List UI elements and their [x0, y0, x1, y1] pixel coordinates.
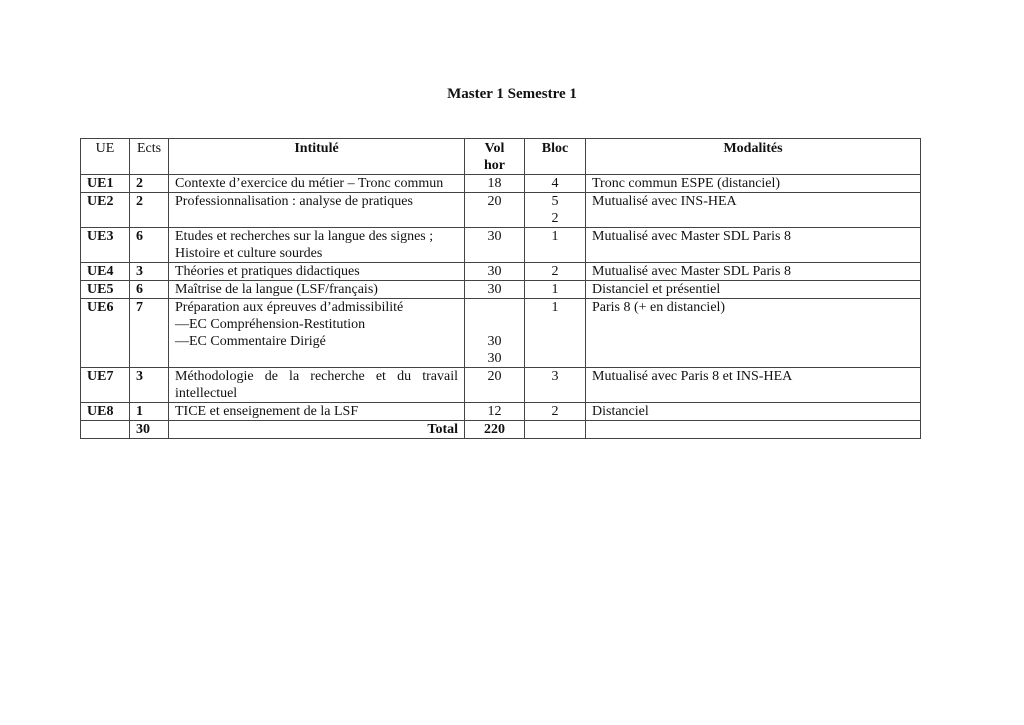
cell-ects: 6 — [130, 228, 169, 263]
table-row — [81, 299, 921, 368]
cell-ects: 6 — [130, 281, 169, 299]
cell-modalites: Paris 8 (+ en distanciel) — [586, 299, 921, 368]
cell-ue: UE8 — [81, 403, 130, 421]
cell-bloc: 2 — [525, 403, 586, 421]
header-vol-line2: hor — [484, 158, 505, 173]
cell-vol: 20 — [465, 368, 525, 403]
cell-intitule-line2: Histoire et culture sourdes — [175, 246, 323, 261]
cell-intitule: Méthodologie de la recherche et du travail intellectuel — [169, 368, 465, 403]
cell-modalites: Mutualisé avec Paris 8 et INS-HEA — [586, 368, 921, 403]
cell-vol: 30 — [465, 281, 525, 299]
table-row — [81, 403, 921, 421]
cell-ects: 2 — [130, 175, 169, 193]
cell-ue: UE4 — [81, 263, 130, 281]
table-row — [81, 228, 921, 263]
cell-bloc-line2: 2 — [551, 211, 559, 226]
cell-intitule-line1: Etudes et recherches sur la langue des signes ; — [175, 229, 434, 244]
cell-ue: UE1 — [81, 175, 130, 193]
cell-vol: 18 — [465, 175, 525, 193]
cell-bloc — [525, 193, 586, 228]
cell-ects: 3 — [130, 368, 169, 403]
cell-intitule-line3: —EC Commentaire Dirigé — [175, 334, 326, 349]
total-empty-cell — [81, 421, 130, 439]
cell-modalites: Distanciel — [586, 403, 921, 421]
total-vol: 220 — [465, 421, 525, 439]
cell-ects: 3 — [130, 263, 169, 281]
cell-bloc: 1 — [525, 228, 586, 263]
cell-ue: UE6 — [81, 299, 130, 368]
table-row — [81, 281, 921, 299]
cell-intitule: Contexte d’exercice du métier – Tronc commun — [169, 175, 465, 193]
cell-vol: 30 — [465, 228, 525, 263]
table-row — [81, 368, 921, 403]
cell-vol-line2: 30 — [487, 351, 502, 366]
cell-intitule-line2: —EC Compréhension-Restitution — [175, 317, 366, 332]
total-empty-cell — [525, 421, 586, 439]
cell-ue: UE5 — [81, 281, 130, 299]
cell-bloc: 3 — [525, 368, 586, 403]
cell-vol-spacer — [471, 299, 518, 316]
cell-intitule-line1: Préparation aux épreuves d’admissibilité — [175, 300, 404, 315]
header-intitule: Intitulé — [169, 139, 465, 175]
header-vol — [465, 139, 525, 175]
cell-ects: 1 — [130, 403, 169, 421]
cell-intitule: Maîtrise de la langue (LSF/français) — [169, 281, 465, 299]
cell-ue: UE3 — [81, 228, 130, 263]
cell-intitule — [169, 299, 465, 368]
header-ects: Ects — [130, 139, 169, 175]
cell-bloc: 1 — [525, 281, 586, 299]
cell-ue: UE7 — [81, 368, 130, 403]
cell-modalites: Distanciel et présentiel — [586, 281, 921, 299]
cell-modalites: Mutualisé avec Master SDL Paris 8 — [586, 228, 921, 263]
cell-ects: 7 — [130, 299, 169, 368]
total-row — [81, 421, 921, 439]
cell-modalites: Mutualisé avec INS-HEA — [586, 193, 921, 228]
header-modalites: Modalités — [586, 139, 921, 175]
cell-bloc: 4 — [525, 175, 586, 193]
cell-modalites: Mutualisé avec Master SDL Paris 8 — [586, 263, 921, 281]
cell-ects: 2 — [130, 193, 169, 228]
cell-intitule — [169, 228, 465, 263]
table-header-row — [81, 139, 921, 175]
cell-modalites: Tronc commun ESPE (distanciel) — [586, 175, 921, 193]
cell-intitule: TICE et enseignement de la LSF — [169, 403, 465, 421]
cell-vol-spacer — [471, 316, 518, 333]
table-row — [81, 175, 921, 193]
cell-ue: UE2 — [81, 193, 130, 228]
page-title: Master 1 Semestre 1 — [447, 86, 577, 102]
cell-bloc-line1: 5 — [551, 194, 559, 209]
cell-intitule: Théories et pratiques didactiques — [169, 263, 465, 281]
table-row — [81, 193, 921, 228]
cell-vol: 20 — [465, 193, 525, 228]
cell-vol-line1: 30 — [487, 334, 502, 349]
total-label: Total — [169, 421, 465, 439]
total-ects: 30 — [130, 421, 169, 439]
header-bloc: Bloc — [525, 139, 586, 175]
table-row — [81, 263, 921, 281]
course-table — [80, 138, 921, 439]
total-empty-cell — [586, 421, 921, 439]
cell-intitule-spacer — [175, 350, 458, 367]
cell-bloc: 1 — [525, 299, 586, 368]
cell-vol: 30 — [465, 263, 525, 281]
cell-intitule: Professionnalisation : analyse de pratiques — [169, 193, 465, 228]
cell-vol — [465, 299, 525, 368]
cell-vol: 12 — [465, 403, 525, 421]
header-vol-line1: Vol — [484, 141, 505, 156]
cell-bloc: 2 — [525, 263, 586, 281]
header-ue: UE — [81, 139, 130, 175]
